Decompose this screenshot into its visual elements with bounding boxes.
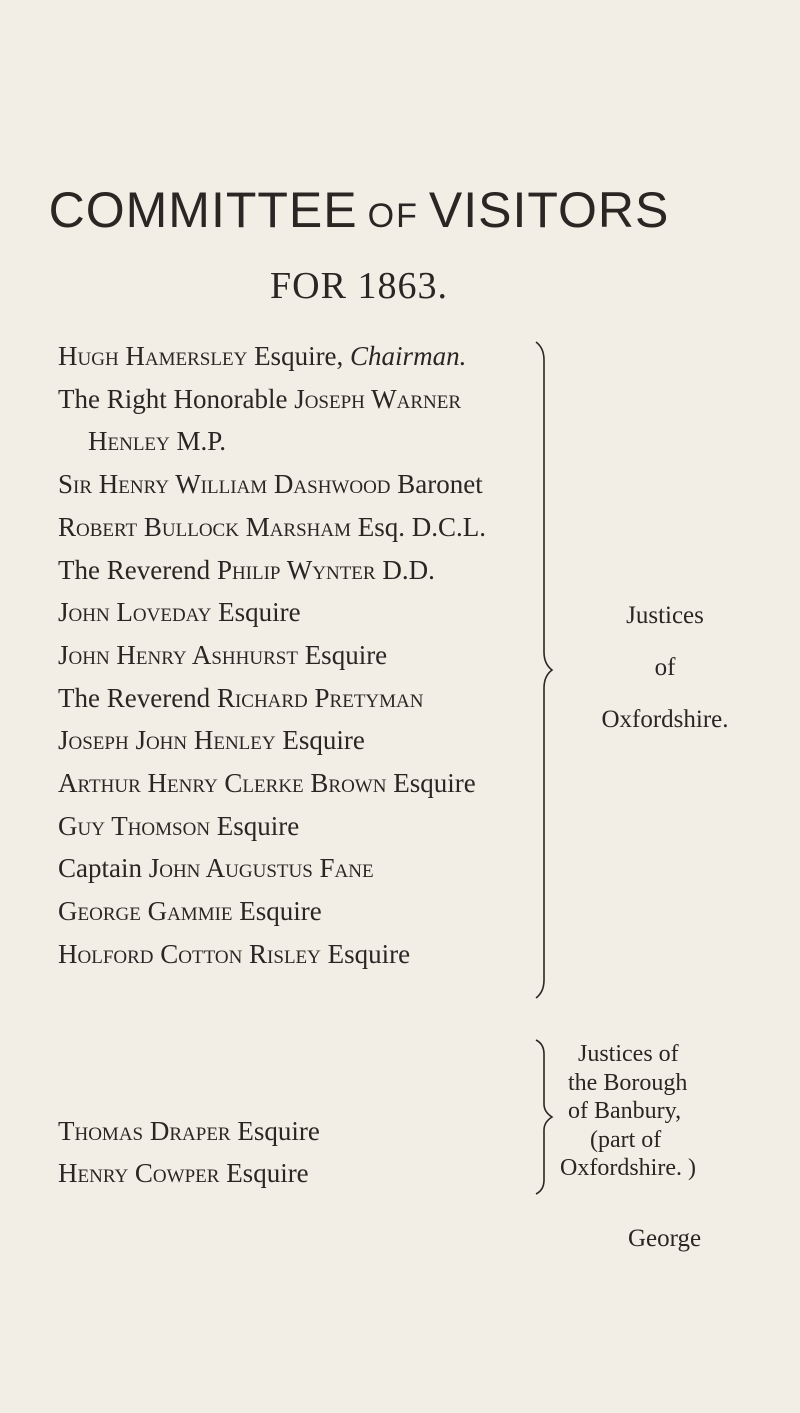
list-item: The Right Honorable Joseph Warner	[58, 383, 462, 414]
person-name: John Augustus Fane	[148, 853, 374, 884]
list-item: The Reverend Richard Pretyman	[58, 682, 424, 713]
county-brace	[530, 340, 560, 1000]
title-of: OF	[367, 197, 419, 235]
person-name: Joseph John Henley	[58, 725, 276, 756]
borough-justices-label: Justices of the Borough of Banbury, (part of Oxfordshire. )	[560, 1041, 696, 1181]
list-item: Arthur Henry Clerke Brown Esquire	[58, 768, 476, 799]
list-item: Henry Cowper Esquire	[58, 1158, 309, 1188]
page-subtitle: FOR 1863.	[270, 265, 448, 307]
person-name: Guy Thomson	[58, 810, 211, 841]
person-name: Richard Pretyman	[216, 682, 424, 713]
person-name: Arthur Henry Clerke Brown	[58, 768, 387, 799]
person-name: John Henry Ashhurst	[58, 639, 298, 670]
chairman-label: Chairman.	[350, 341, 467, 371]
catchword: George	[628, 1225, 702, 1252]
person-name: Joseph Warner	[294, 383, 462, 414]
person-name: Sir Henry William Dashwood	[58, 469, 391, 500]
borough-justices-list	[58, 1110, 538, 1194]
borough-brace	[530, 1038, 560, 1196]
list-item: The Reverend Philip Wynter D.D.	[58, 554, 435, 585]
list-item: Captain John Augustus Fane	[58, 853, 374, 884]
person-name: Henry Cowper	[58, 1158, 220, 1188]
title-end: VISITORS	[428, 182, 670, 238]
list-item: John Henry Ashhurst Esquire	[58, 639, 388, 670]
county-justices-label: Justices of Oxfordshire.	[601, 602, 729, 733]
page-title	[0, 180, 718, 246]
person-name: John Loveday	[58, 597, 212, 628]
person-name: Hugh Hamersley	[58, 341, 248, 371]
person-name: Philip Wynter	[216, 554, 376, 585]
list-item: Thomas Draper Esquire	[58, 1116, 320, 1146]
list-item: Joseph John Henley Esquire	[58, 725, 365, 756]
title-main: COMMITTEE	[48, 182, 358, 238]
person-name: Robert Bullock Marsham	[58, 511, 352, 542]
list-item: Henley M.P.	[88, 426, 227, 457]
person-name: Holford Cotton Risley	[58, 938, 321, 969]
list-item: John Loveday Esquire	[58, 597, 301, 628]
county-justices-list	[58, 335, 578, 976]
list-item: Hugh Hamersley Esquire, Chairman.	[58, 341, 467, 371]
person-name: Henley	[88, 426, 170, 457]
list-item: Sir Henry William Dashwood Baronet	[58, 469, 483, 500]
person-name: George Gammie	[58, 896, 233, 927]
list-item: Robert Bullock Marsham Esq. D.C.L.	[58, 511, 487, 542]
list-item: George Gammie Esquire	[58, 896, 322, 927]
person-name: Thomas Draper	[58, 1116, 231, 1146]
list-item: Guy Thomson Esquire	[58, 810, 300, 841]
list-item: Holford Cotton Risley Esquire	[58, 938, 411, 969]
